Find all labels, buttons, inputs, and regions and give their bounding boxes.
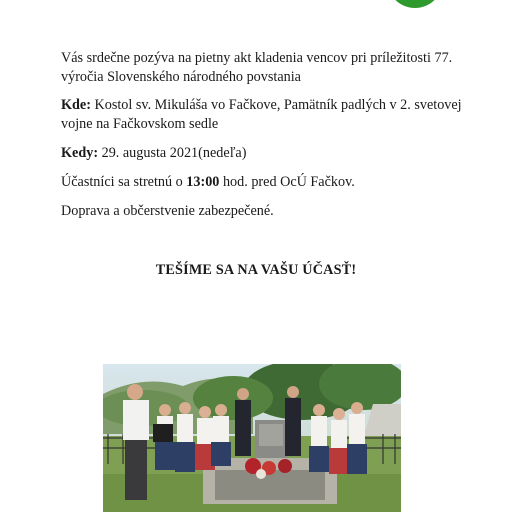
- memorial-group-photo: [103, 364, 401, 512]
- intro-paragraph: [61, 49, 481, 87]
- logo-emblem: [387, 0, 443, 8]
- meeting-text-after: hod. pred OcÚ Fačkov.: [219, 174, 355, 190]
- meeting-paragraph: [61, 173, 481, 192]
- location-label: Kde:: [61, 97, 91, 113]
- intro-text: Vás srdečne pozýva na pietny akt kladenia vencov pri príležitosti 77. výročia Slovenského národného povstania: [61, 50, 453, 85]
- meeting-text-before: Účastníci sa stretnú o: [61, 174, 187, 190]
- meeting-time: 13:00: [186, 174, 220, 190]
- transport-text: Doprava a občerstvenie zabezpečené.: [61, 203, 274, 219]
- date-value: 29. augusta 2021(nedeľa): [98, 145, 247, 161]
- location-value: Kostol sv. Mikuláša vo Fačkove, Pamätník padlých v 2. svetovej vojne na Fačkovskom sedle: [61, 97, 462, 132]
- photo-illustration: [103, 364, 401, 512]
- date-label: Kedy:: [61, 145, 99, 161]
- transport-paragraph: [61, 202, 481, 221]
- closing-headline: TEŠÍME SA NA VAŠU ÚČASŤ!: [155, 262, 357, 278]
- location-paragraph: [61, 96, 481, 134]
- date-paragraph: [61, 144, 481, 163]
